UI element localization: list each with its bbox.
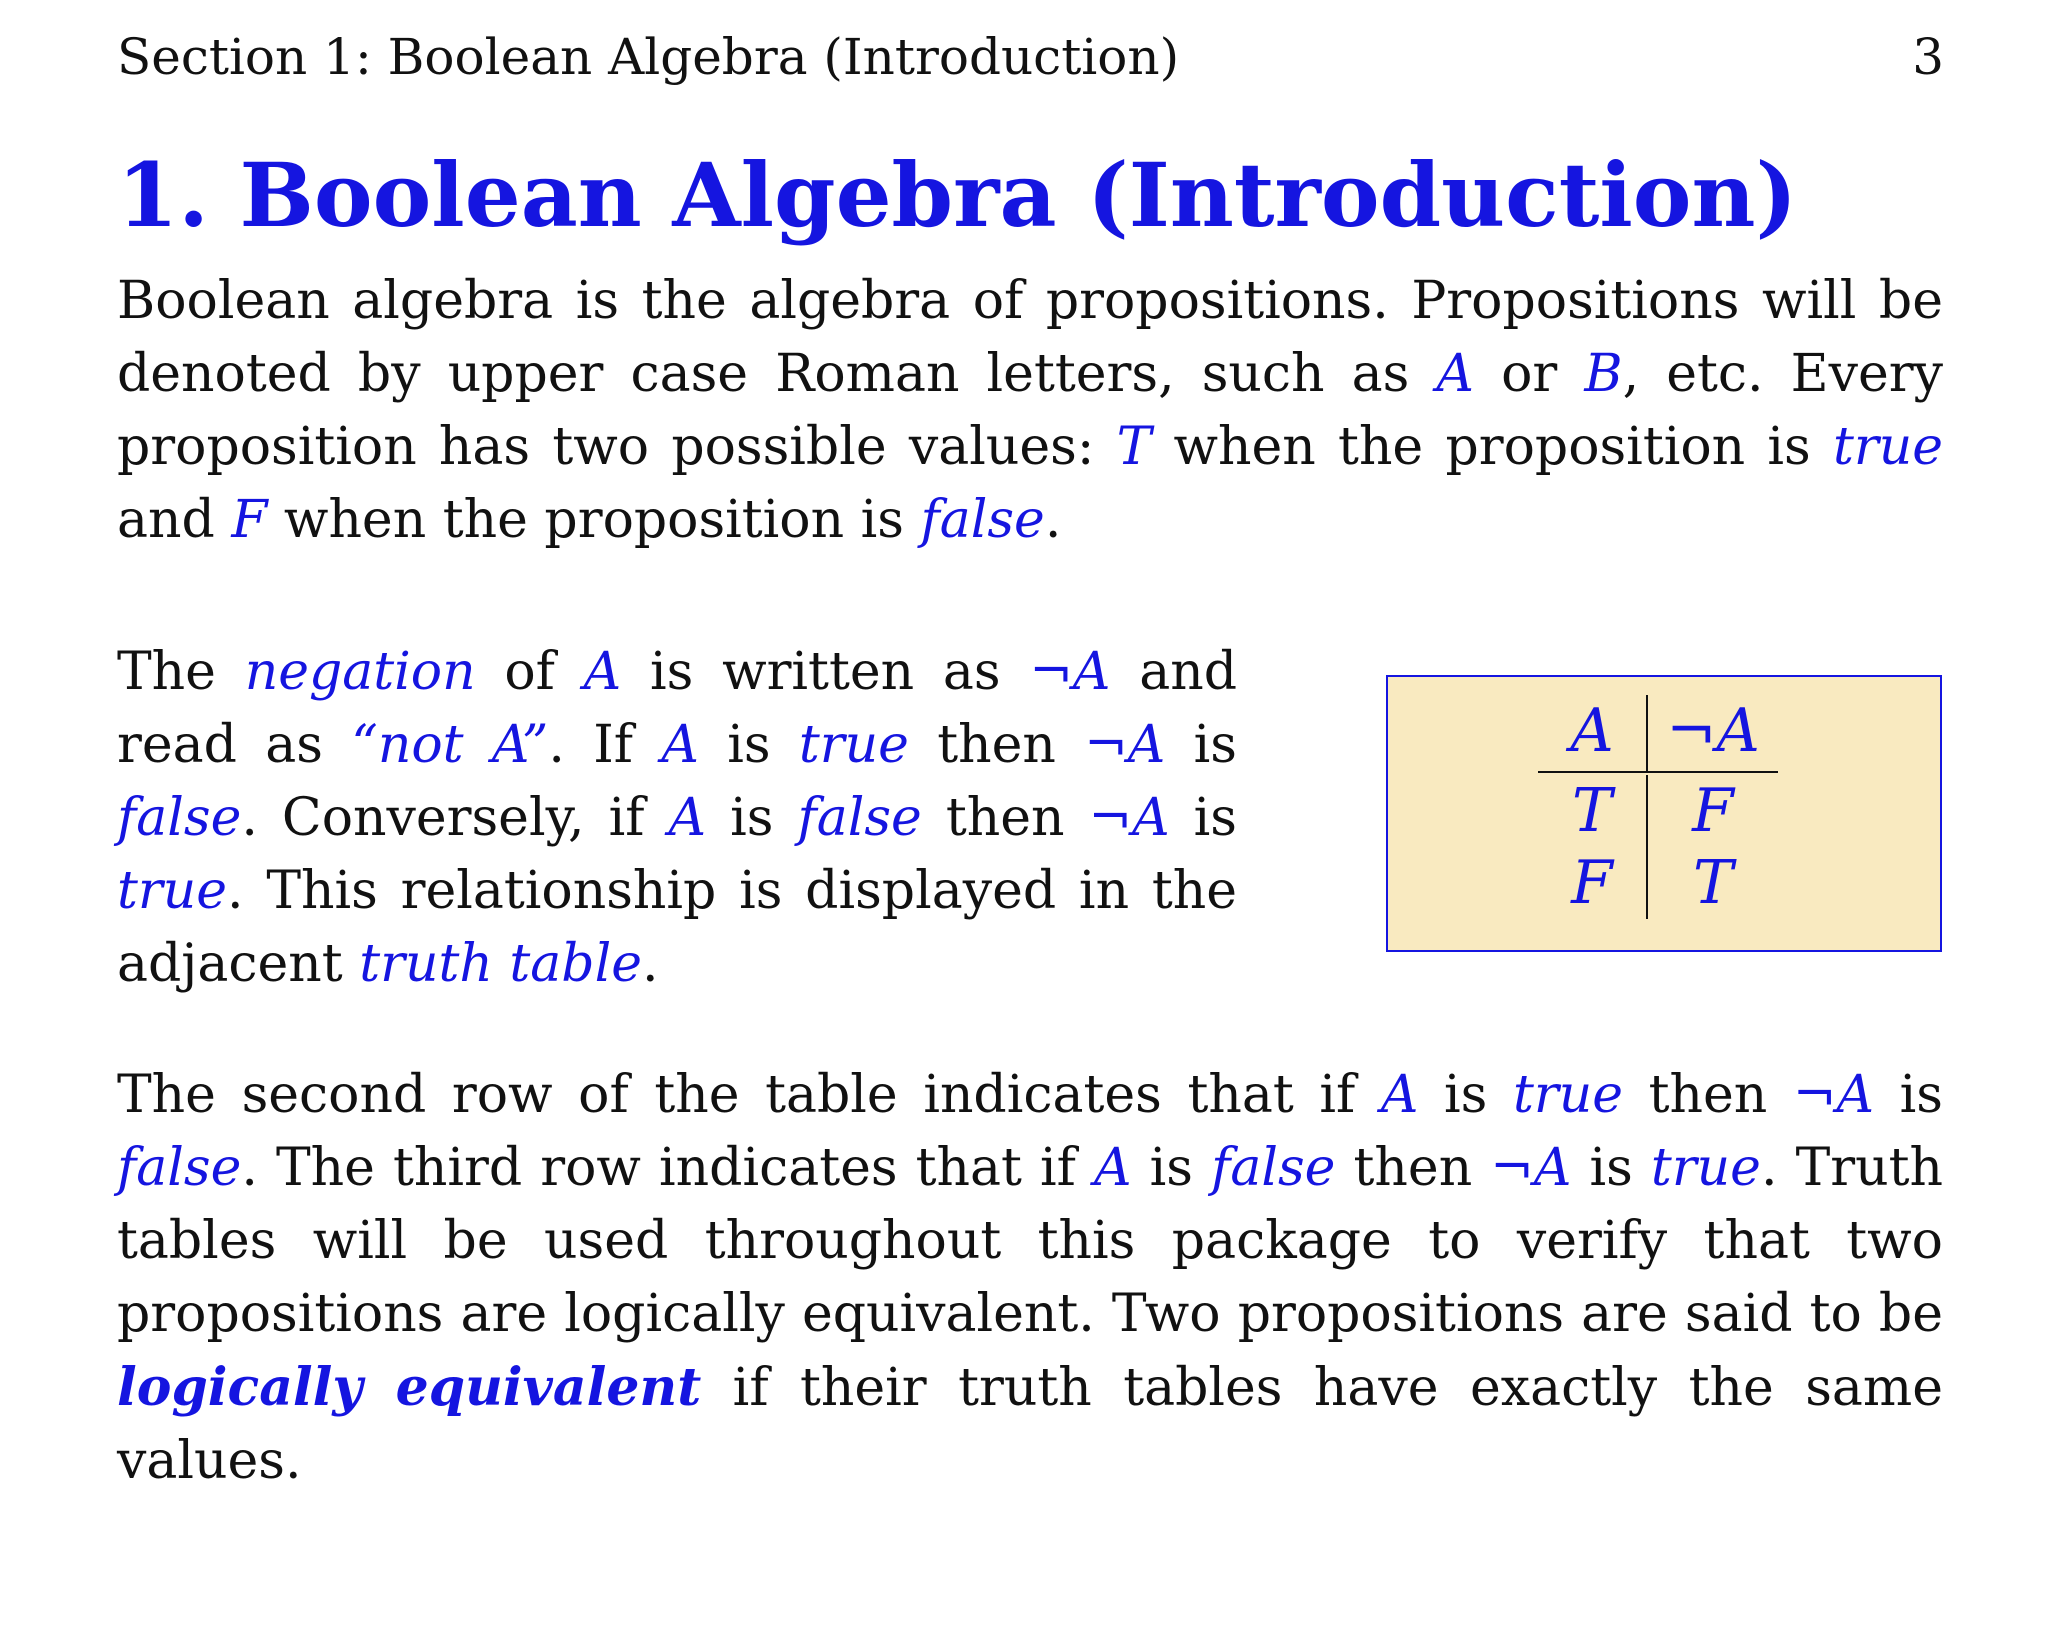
truth-table xyxy=(1538,695,1778,919)
running-title: Section 1: Boolean Algebra (Introduction) xyxy=(117,28,1180,86)
text: Boolean algebra is the algebra of propositions. Propositions will be denoted by upper case Roman letters, such as xyxy=(117,271,1943,404)
text: when the proposition is xyxy=(267,490,921,550)
link-false[interactable]: false xyxy=(1211,1138,1336,1198)
text: . Conversely, if xyxy=(241,788,669,848)
link-false[interactable]: false xyxy=(920,490,1045,550)
link-false[interactable]: false xyxy=(797,788,922,848)
not-a: ¬A xyxy=(1490,1138,1572,1198)
text: is xyxy=(1169,788,1237,848)
text: . This relationship is displayed in the adjacent xyxy=(117,861,1237,994)
text: is xyxy=(1874,1065,1943,1125)
text: then xyxy=(908,715,1085,775)
running-header xyxy=(117,22,1944,92)
truth-table-box xyxy=(1386,675,1942,952)
text: is xyxy=(1418,1065,1513,1125)
text: and read as xyxy=(117,642,1237,775)
var-a: A xyxy=(1094,1138,1132,1198)
text: or xyxy=(1473,344,1585,404)
text: is written as xyxy=(621,642,1030,702)
text: and xyxy=(117,490,232,550)
text: is xyxy=(1165,715,1237,775)
var-f: F xyxy=(231,490,268,550)
not-a: ¬A xyxy=(1792,1065,1875,1125)
link-true[interactable]: true xyxy=(798,715,909,775)
text: then xyxy=(1623,1065,1793,1125)
text: The second row of the table indicates that if xyxy=(117,1065,1381,1125)
not-a: ¬A xyxy=(1084,715,1166,775)
section-title: 1. Boolean Algebra (Introduction) xyxy=(117,143,1798,247)
link-true[interactable]: true xyxy=(1832,417,1943,477)
link-false[interactable]: false xyxy=(117,788,242,848)
text: , etc. Every proposition has two possible values: xyxy=(117,344,1943,477)
not-a: ¬A xyxy=(1088,788,1170,848)
var-a: A xyxy=(668,788,707,848)
header-a: A xyxy=(1538,695,1648,771)
var-b: B xyxy=(1584,344,1623,404)
text: is xyxy=(706,788,798,848)
text: is xyxy=(698,715,799,775)
text: The xyxy=(117,642,245,702)
cell-a: F xyxy=(1538,847,1648,919)
link-true[interactable]: true xyxy=(1512,1065,1624,1125)
header-not-a: ¬A xyxy=(1666,696,1760,766)
text: then xyxy=(921,788,1089,848)
var-t: T xyxy=(1116,417,1152,477)
equivalence-paragraph xyxy=(117,1059,1943,1498)
page-number: 3 xyxy=(1912,28,1944,86)
text: . xyxy=(1044,490,1062,550)
cell-a: T xyxy=(1538,775,1648,847)
text: . The third row indicates that if xyxy=(241,1138,1095,1198)
var-a: A xyxy=(661,715,699,775)
cell-not-a: F xyxy=(1692,776,1734,846)
var-a: A xyxy=(1380,1065,1419,1125)
text: . xyxy=(641,934,659,994)
link-true[interactable]: true xyxy=(117,861,228,921)
text: . Truth tables will be used throughout this package to verify that two propositions are logically equivalent. Two propositions are said to be xyxy=(117,1138,1943,1344)
table-row xyxy=(1538,847,1778,919)
text: then xyxy=(1335,1138,1491,1198)
var-a: A xyxy=(583,642,622,702)
link-false[interactable]: false xyxy=(117,1138,242,1198)
text: if their truth tables have exactly the same values. xyxy=(117,1358,1943,1491)
link-true[interactable]: true xyxy=(1650,1138,1761,1198)
truth-table-header xyxy=(1538,695,1778,773)
link-negation[interactable]: negation xyxy=(244,642,476,702)
text: . If xyxy=(548,715,662,775)
intro-paragraph xyxy=(117,265,1943,557)
cell-not-a: T xyxy=(1692,848,1734,918)
negation-paragraph xyxy=(117,636,1237,1001)
link-truth-table[interactable]: truth table xyxy=(359,934,642,994)
text: when the proposition is xyxy=(1151,417,1833,477)
table-row xyxy=(1538,775,1778,847)
link-not-a[interactable]: “not A” xyxy=(351,715,549,775)
text: is xyxy=(1131,1138,1212,1198)
not-a: ¬A xyxy=(1029,642,1111,702)
text: is xyxy=(1571,1138,1651,1198)
text: of xyxy=(475,642,584,702)
link-logically-equivalent[interactable]: logically equivalent xyxy=(117,1357,702,1418)
var-a: A xyxy=(1436,344,1474,404)
